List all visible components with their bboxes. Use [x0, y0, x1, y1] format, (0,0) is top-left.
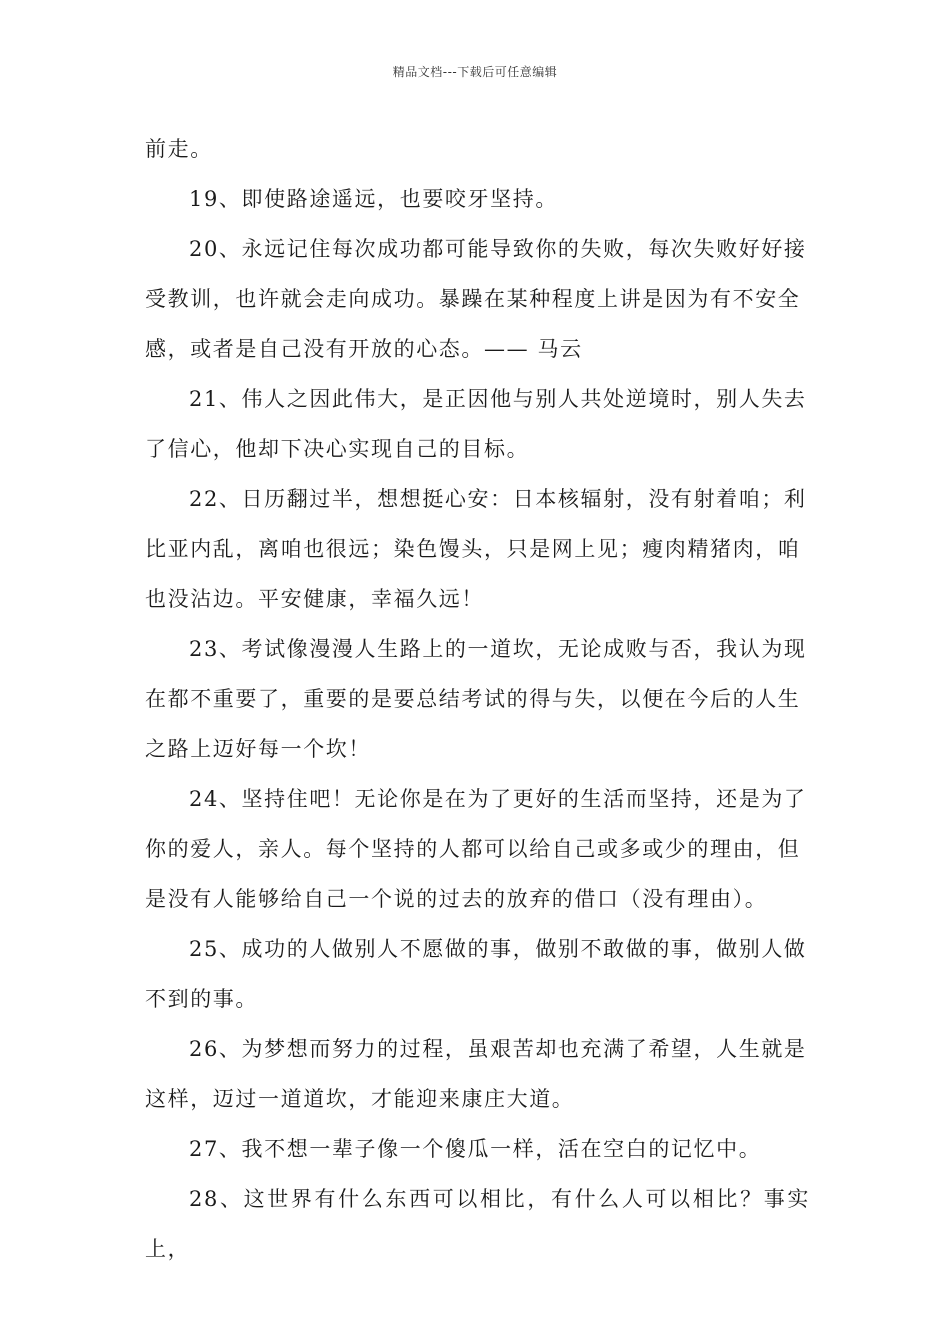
document-body: [145, 124, 810, 1274]
text-line: 21、伟人之因此伟大，是正因他与别人共处逆境时，别人失去: [189, 387, 807, 411]
text-line: 22、日历翻过半，想想挺心安：日本核辐射，没有射着咱；利: [189, 487, 807, 511]
text-line: 前走。: [145, 137, 213, 161]
paragraph: [145, 1024, 810, 1124]
text-line: 28、这世界有什么东西可以相比，有什么人可以相比？事实上，: [145, 1187, 810, 1261]
text-line: 之路上迈好每一个坎！: [145, 737, 371, 761]
text-line: 25、成功的人做别人不愿做的事，做别不敢做的事，做别人做: [189, 937, 807, 961]
text-line: 比亚内乱，离咱也很远；染色馒头，只是网上见；瘦肉精猪肉，咱: [145, 537, 801, 561]
paragraph: [145, 774, 810, 924]
text-line: 27、我不想一辈子像一个傻瓜一样，活在空白的记忆中。: [189, 1137, 762, 1161]
text-line: 24、坚持住吧！无论你是在为了更好的生活而坚持，还是为了: [189, 787, 807, 811]
text-line: 23、考试像漫漫人生路上的一道坎，无论成败与否，我认为现: [189, 637, 807, 661]
text-line: 这样，迈过一道道坎，才能迎来康庄大道。: [145, 1087, 575, 1111]
paragraph: [145, 1124, 810, 1174]
page-header: 精品文档---下载后可任意编辑: [392, 65, 558, 79]
text-line: 在都不重要了，重要的是要总结考试的得与失，以便在今后的人生: [145, 687, 801, 711]
paragraph: [145, 224, 810, 374]
text-line: 感，或者是自己没有开放的心态。—— 马云: [145, 337, 583, 361]
text-line: 19、即使路途遥远，也要咬牙坚持。: [189, 187, 558, 211]
paragraph: [145, 124, 810, 174]
paragraph: [145, 1174, 810, 1274]
text-line: 是没有人能够给自己一个说的过去的放弃的借口（没有理由）。: [145, 887, 768, 911]
paragraph: [145, 624, 810, 774]
text-line: 你的爱人，亲人。每个坚持的人都可以给自己或多或少的理由，但: [145, 837, 801, 861]
text-line: 受教训，也许就会走向成功。暴躁在某种程度上讲是因为有不安全: [145, 287, 801, 311]
paragraph: [145, 474, 810, 624]
paragraph: [145, 174, 810, 224]
text-line: 也没沾边。平安健康，幸福久远！: [145, 587, 484, 611]
text-line: 26、为梦想而努力的过程，虽艰苦却也充满了希望，人生就是: [189, 1037, 807, 1061]
paragraph: [145, 374, 810, 474]
text-line: 了信心，他却下决心实现自己的目标。: [145, 437, 530, 461]
text-line: 20、永远记住每次成功都可能导致你的失败，每次失败好好接: [189, 237, 807, 261]
paragraph: [145, 924, 810, 1024]
text-line: 不到的事。: [145, 987, 258, 1011]
